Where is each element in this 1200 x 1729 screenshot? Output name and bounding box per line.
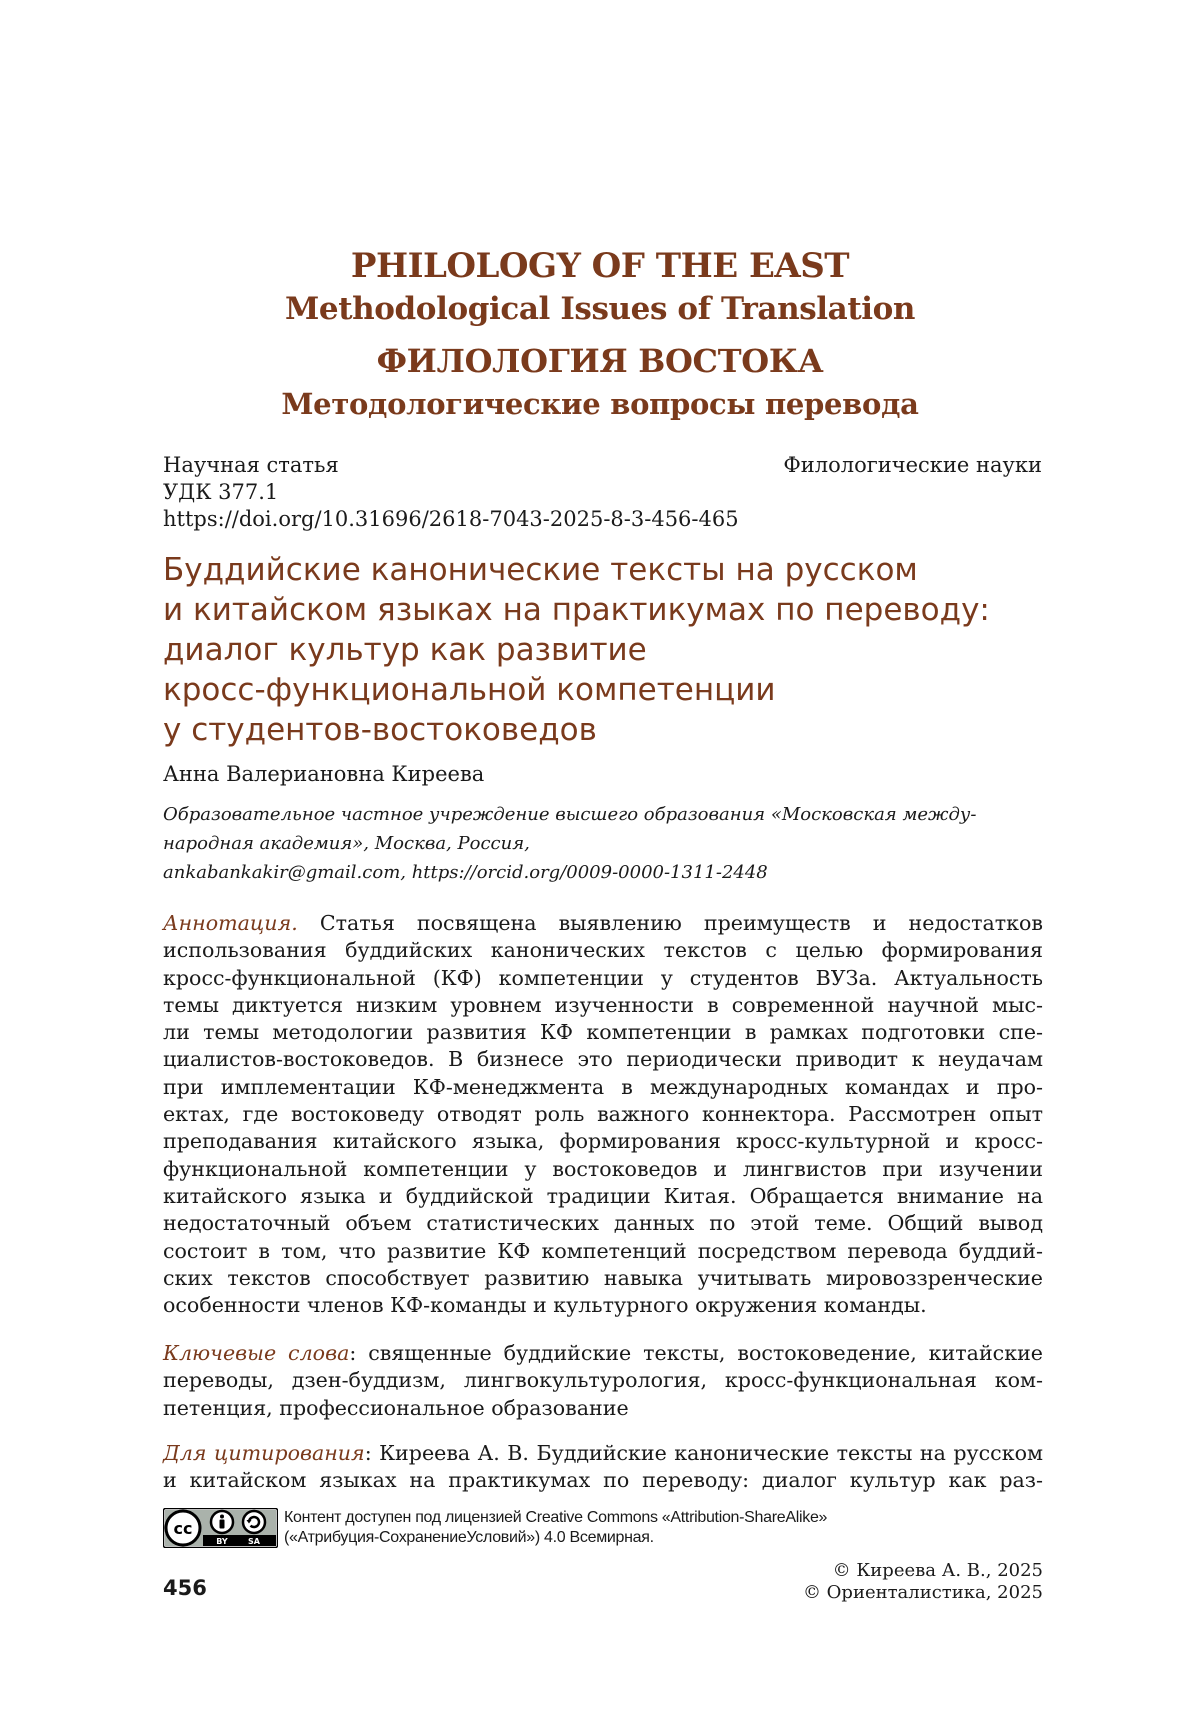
cc-by-sa-badge-icon[interactable] [163,1508,278,1548]
citation [163,1440,1043,1495]
keywords-line: : священные буддийские тексты, востоковедение, китайские [349,1341,1043,1365]
article-meta [163,452,1042,533]
svg-text:cc: cc [173,1519,193,1538]
title-line: диалог культур как развитие [163,632,647,668]
copyright-author: © Киреева А. В., 2025 [832,1560,1043,1581]
license-text-line: («Атрибуция-СохранениеУсловий») 4.0 Всемирная. [284,1529,654,1546]
keywords-label: Ключевые слова [163,1341,350,1365]
abstract-line: ли темы методологии развития КФ компетенции в рамках подготовки спе- [163,1020,1043,1045]
abstract-line: недостаточный объем статистических данных по этой теме. Общий вывод [163,1211,1043,1236]
article-title [163,550,1043,750]
abstract-line: циалистов-востоковедов. В бизнесе это периодически приводит к неудачам [163,1047,1043,1072]
abstract-line: ектах, где востоковеду отводят роль важного коннектора. Рассмотрен опыт [163,1102,1043,1127]
abstract-line: функциональной компетенции у востоковедов и лингвистов при изучении [163,1156,1043,1181]
keywords-line: петенция, профессиональное образование [163,1395,629,1420]
author-name: Анна Валериановна Киреева [163,762,485,786]
citation-line: : Киреева А. В. Буддийские канонические тексты на русском [364,1441,1043,1465]
abstract-line: Статья посвящена выявлению преимуществ и недостатков [319,911,1044,935]
title-line: кросс-функциональной компетенции [163,672,776,708]
abstract-line: китайского языка и буддийской традиции Китая. Обращается внимание на [163,1183,1043,1208]
citation-line: и китайском языках на практикумах по переводу: диалог культур как раз- [163,1468,1043,1493]
abstract-line: преподавания китайского языка, формирования кросс-культурной и кросс- [163,1129,1043,1154]
abstract-line: при имплементации КФ-менеджмента в международных командах и про- [163,1074,1043,1099]
affiliation-line: Образовательное частное учреждение высшего образования «Московская между- [163,804,977,825]
badge-by-label: BY [216,1537,228,1546]
doi-link[interactable]: https://doi.org/10.31696/2618-7043-2025-8-3-456-465 [163,507,739,531]
affiliation [163,800,1043,887]
abstract-line: кросс-функциональной (КФ) компетенции у студентов ВУЗа. Актуальность [163,965,1043,990]
section-title-en: PHILOLOGY OF THE EAST [350,246,850,286]
badge-sa-label: SA [248,1537,260,1546]
keywords [163,1340,1043,1422]
abstract-line: особенности членов КФ-команды и культурного окружения команды. [163,1293,927,1318]
copyright-journal: © Ориенталистика, 2025 [802,1582,1043,1603]
license-notice [163,1506,1043,1552]
abstract-line: темы диктуется низким уровнем изученности в современной научной мыс- [163,992,1043,1017]
license-text-line: Контент доступен под лицензией Creative Commons «Attribution-ShareAlike» [284,1509,828,1526]
abstract-line: использования буддийских канонических текстов с целью формирования [163,938,1043,963]
subsection-title-en: Methodological Issues of Translation [284,291,916,327]
title-line: Буддийские канонические тексты на русском [163,552,918,588]
abstract-label: Аннотация. [163,911,298,935]
affiliation-line: народная академия», Москва, Россия, [163,833,530,854]
abstract-line: состоит в том, что развитие КФ компетенций посредством перевода буддий- [163,1238,1043,1263]
page-number: 456 [163,1576,207,1600]
section-title-ru: ФИЛОЛОГИЯ ВОСТОКА [376,342,824,380]
udc: УДК 377.1 [163,480,279,504]
abstract-line: ских текстов способствует развитию навыка учитывать мировоззренческие [163,1265,1043,1290]
article-field: Филологические науки [783,453,1042,477]
contact-links[interactable]: ankabankakir@gmail.com, https://orcid.org/0009-0000-1311-2448 [163,862,768,883]
subsection-title-ru: Методологические вопросы перевода [281,387,919,421]
title-line: у студентов-востоковедов [163,712,597,748]
title-line: и китайском языках на практикумах по переводу: [163,592,990,628]
citation-label: Для цитирования [163,1441,365,1465]
abstract [163,910,1043,1319]
keywords-line: переводы, дзен-буддизм, лингвокультурология, кросс-функциональная ком- [163,1368,1043,1393]
copyright [803,1560,1043,1604]
article-type: Научная статья [163,453,339,477]
